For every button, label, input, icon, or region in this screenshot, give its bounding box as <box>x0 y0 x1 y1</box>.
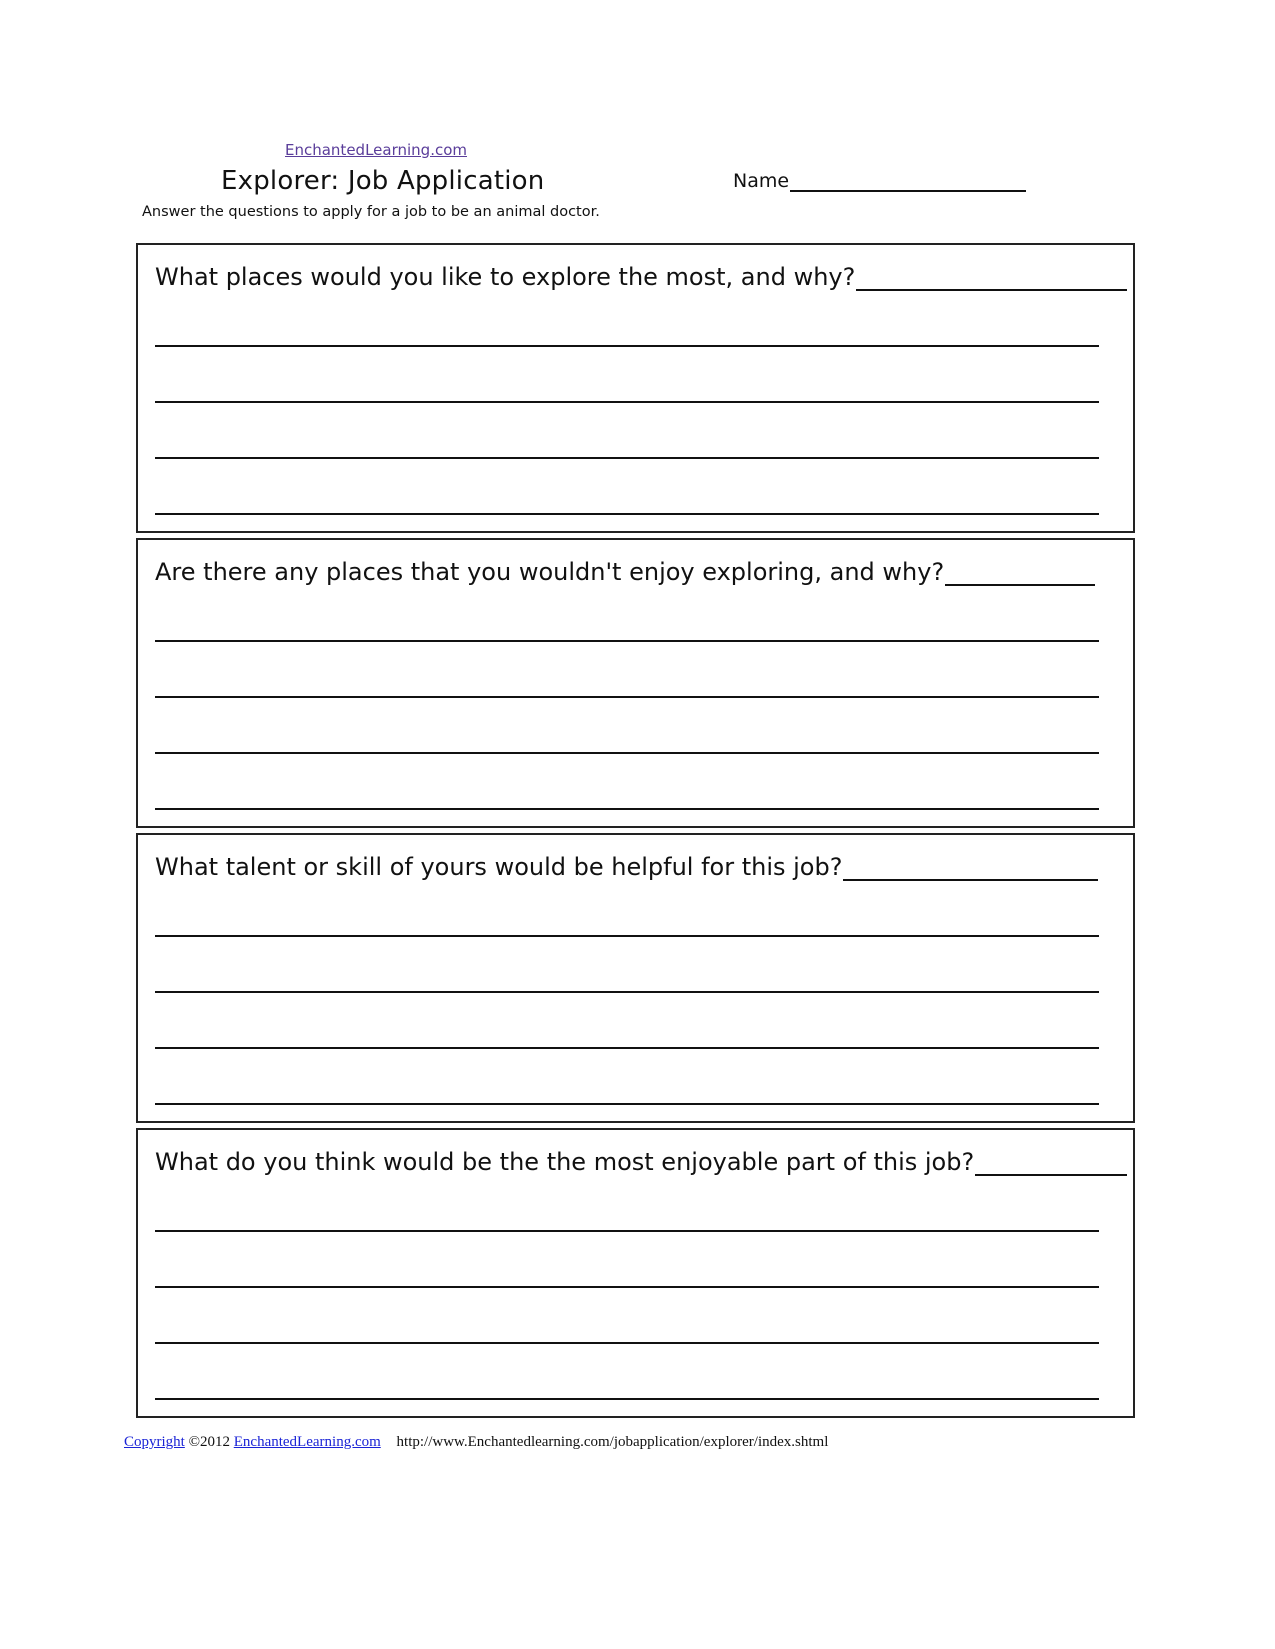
answer-line-4-2[interactable] <box>155 1286 1099 1288</box>
answer-line-2-2[interactable] <box>155 696 1099 698</box>
answer-line-4-0[interactable] <box>975 1150 1127 1176</box>
answer-line-1-2[interactable] <box>155 401 1099 403</box>
answer-line-1-3[interactable] <box>155 457 1099 459</box>
page-title: Explorer: Job Application <box>221 166 545 196</box>
answer-line-2-3[interactable] <box>155 752 1099 754</box>
question-box-2 <box>136 538 1135 828</box>
copyright-link[interactable]: Copyright <box>124 1434 185 1450</box>
answer-line-1-4[interactable] <box>155 513 1099 515</box>
answer-line-4-1[interactable] <box>155 1230 1099 1232</box>
instructions: Answer the questions to apply for a job to be an animal doctor. <box>142 204 600 220</box>
answer-line-3-3[interactable] <box>155 1047 1099 1049</box>
question-box-3 <box>136 833 1135 1123</box>
site-link[interactable]: EnchantedLearning.com <box>285 141 467 159</box>
name-label: Name <box>733 170 790 192</box>
answer-line-1-0[interactable] <box>856 265 1127 291</box>
question-2-text: Are there any places that you wouldn't enjoy exploring, and why? <box>155 558 945 586</box>
answer-line-3-4[interactable] <box>155 1103 1099 1105</box>
answer-line-4-4[interactable] <box>155 1398 1099 1400</box>
copyright-year: ©2012 <box>188 1434 230 1450</box>
question-3 <box>155 853 1098 881</box>
question-box-4 <box>136 1128 1135 1418</box>
question-4-text: What do you think would be the the most enjoyable part of this job? <box>155 1148 975 1176</box>
name-input-line[interactable] <box>790 171 1026 192</box>
question-1-text: What places would you like to explore the most, and why? <box>155 263 856 291</box>
question-box-1 <box>136 243 1135 533</box>
question-4 <box>155 1148 1127 1176</box>
footer-site-link[interactable]: EnchantedLearning.com <box>233 1434 381 1450</box>
question-1 <box>155 263 1127 291</box>
answer-line-3-2[interactable] <box>155 991 1099 993</box>
answer-line-3-0[interactable] <box>843 855 1098 881</box>
answer-line-3-1[interactable] <box>155 935 1099 937</box>
footer <box>124 1434 828 1451</box>
answer-line-1-1[interactable] <box>155 345 1099 347</box>
answer-line-2-1[interactable] <box>155 640 1099 642</box>
answer-line-4-3[interactable] <box>155 1342 1099 1344</box>
page-url: http://www.Enchantedlearning.com/jobapplication/explorer/index.shtml <box>396 1434 829 1450</box>
name-field <box>733 170 1026 192</box>
question-2 <box>155 558 1095 586</box>
answer-line-2-0[interactable] <box>945 560 1095 586</box>
answer-line-2-4[interactable] <box>155 808 1099 810</box>
question-3-text: What talent or skill of yours would be helpful for this job? <box>155 853 843 881</box>
